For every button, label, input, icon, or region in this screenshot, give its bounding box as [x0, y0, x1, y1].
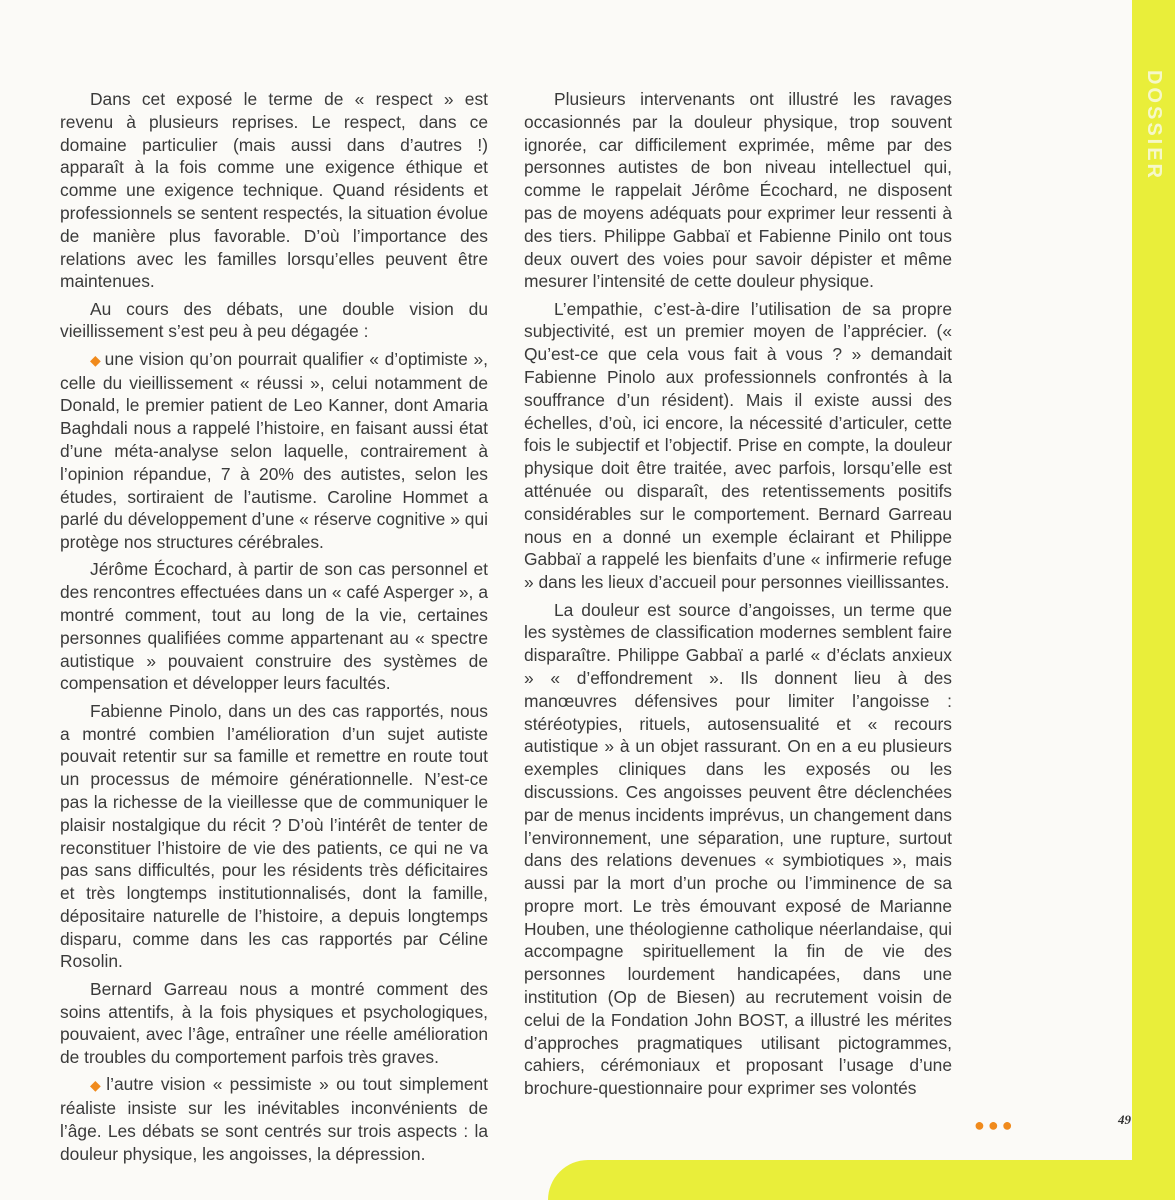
paragraph: [60, 558, 488, 695]
diamond-bullet-icon: ◆: [90, 1077, 104, 1094]
paragraph: [524, 599, 952, 1101]
paragraph-text: Plusieurs intervenants ont illustré les ravages occasionnés par la douleur physique, trop souvent ignorée, car difficilement exprimée, même par des personnes autistes de bon niveau intellectuel qui, comme le rappelait Jérôme Écochard, ne disposent pas de moyens adéquats pour exprimer leur ressenti à des tiers. Philippe Gabbaï et Fabienne Pinilo ont tous deux ouvert des voies pour savoir dépister et même mesurer l’intensité de cette douleur physique.: [524, 89, 952, 292]
paragraph: [60, 978, 488, 1069]
paragraph-text: Fabienne Pinolo, dans un des cas rapportés, nous a montré combien l’amélioration d’un sujet autiste pouvait retentir sur sa famille et remettre en route tout un processus de mémoire générationnelle. N’est-ce pas la richesse de la vieillesse que de communiquer le plaisir nostalgique du récit ? D’où l’intérêt de tenter de reconstituer l’histoire de vie des patients, ce qui ne va pas sans difficultés, pour les résidents très déficitaires et très longtemps institutionnalisés, dont la famille, dépositaire naturelle de l’histoire, a depuis longtemps disparu, comme dans les cas rapportés par Céline Rosolin.: [60, 700, 488, 972]
paragraph-text: Jérôme Écochard, à partir de son cas personnel et des rencontres effectuées dans un « café Asperger », a montré comment, tout au long de la vie, certaines personnes qualifiées comme appartenant au « spectre autistique » pouvaient construire des systèmes de compensation et développer leurs facultés.: [60, 559, 488, 694]
paragraph-text: Dans cet exposé le terme de « respect » est revenu à plusieurs reprises. Le respect, dans ce domaine particulier (mais aussi dans d’autres !) apparaît à la fois comme une exigence éthique et comme une exigence technique. Quand résidents et professionnels se sentent respectés, la situation évolue de manière plus favorable. D’où l’importance des relations avec les familles lorsqu’elles peuvent être maintenues.: [60, 89, 488, 292]
section-label-text: DOSSIER: [1143, 69, 1166, 181]
paragraph-text: l’autre vision « pessimiste » ou tout simplement réaliste insiste sur les inévitables inconvénients de l’âge. Les débats se sont centrés sur trois aspects : la douleur physique, les angoisses, la dépression.: [60, 1074, 488, 1164]
diamond-bullet-icon: ◆: [90, 351, 102, 368]
bullet-paragraph: [60, 348, 488, 554]
paragraph: [60, 88, 488, 293]
bullet-paragraph: [60, 1073, 488, 1165]
right-text-column: [524, 88, 952, 1105]
bottom-color-band: [548, 1160, 1175, 1200]
left-text-column: [60, 88, 488, 1170]
section-label: [1139, 40, 1169, 210]
paragraph-text: une vision qu’on pourrait qualifier « d’optimiste », celle du vieillissement « réussi », celui notamment de Donald, le premier patient de Leo Kanner, dont Amaria Baghdali nous a rappelé l’histoire, en faisant aussi état d’une méta-analyse selon laquelle, contrairement à l’opinion répandue, 7 à 20% des autistes, selon les études, sortiraient de l’autisme. Caroline Hommet a parlé du développement d’une « réserve cognitive » qui protège nos structures cérébrales.: [60, 348, 488, 553]
page-number: 49: [1118, 1112, 1131, 1127]
paragraph-text: Au cours des débats, une double vision du vieillissement s’est peu à peu dégagée :: [60, 298, 488, 342]
continuation-dots-icon: ●●●: [974, 1115, 1016, 1135]
paragraph: [524, 88, 952, 293]
paragraph-text: Bernard Garreau nous a montré comment des soins attentifs, à la fois physiques et psychologiques, pouvaient, avec l’âge, entraîner une réelle amélioration de troubles du comportement parfois très graves.: [60, 978, 488, 1068]
paragraph: [60, 298, 488, 344]
paragraph: [524, 298, 952, 594]
paragraph-text: La douleur est source d’angoisses, un terme que les systèmes de classification modernes semblent faire disparaître. Philippe Gabbaï a parlé « d’éclats anxieux » « d’effondrement ». Ils donnent lieu à des manœuvres défensives pour limiter l’angoisse : stéréotypies, rituels, autosensualité et « recours autistique » à un objet rassurant. On en a eu plusieurs exemples cliniques dans les exposés ou les discussions. Ces angoisses peuvent être déclenchées par de menus incidents imprévus, un changement dans l’environnement, une séparation, une rupture, surtout dans des relations devenues « symbiotiques », mais aussi par la mort d’un proche ou l’imminence de sa propre mort. Le très émouvant exposé de Marianne Houben, une théologienne catholique néerlandaise, qui accompagne spirituellement la fin de vie des personnes lourdement handicapées, dans une institution (Op de Biesen) au recrutement voisin de celui de la Fondation John BOST, a illustré les mérites d’approches pragmatiques utilisant pictogrammes, cahiers, cérémoniaux et proposant l’usage d’une brochure-questionnaire pour exprimer ses volontés: [524, 599, 952, 1099]
paragraph-text: L’empathie, c’est-à-dire l’utilisation de sa propre subjectivité, est un premier moyen de l’apprécier. (« Qu’est-ce que cela vous fait à vous ? » demandait Fabienne Pinolo aux professionnels confrontés à la souffrance d’un résident). Mais il existe aussi des échelles, d’où, ici encore, la nécessité d’articuler, cette fois le subjectif et l’objectif. Prise en compte, la douleur physique doit être traitée, avec parfois, lorsqu’elle est atténuée ou disparaît, des retentissements positifs considérables sur le comportement. Bernard Garreau nous en a donné un exemple éclairant et Philippe Gabbaï a rappelé les bienfaits d’une « infirmerie refuge » dans les lieux d’accueil pour personnes vieillissantes.: [524, 298, 952, 593]
paragraph: [60, 700, 488, 974]
